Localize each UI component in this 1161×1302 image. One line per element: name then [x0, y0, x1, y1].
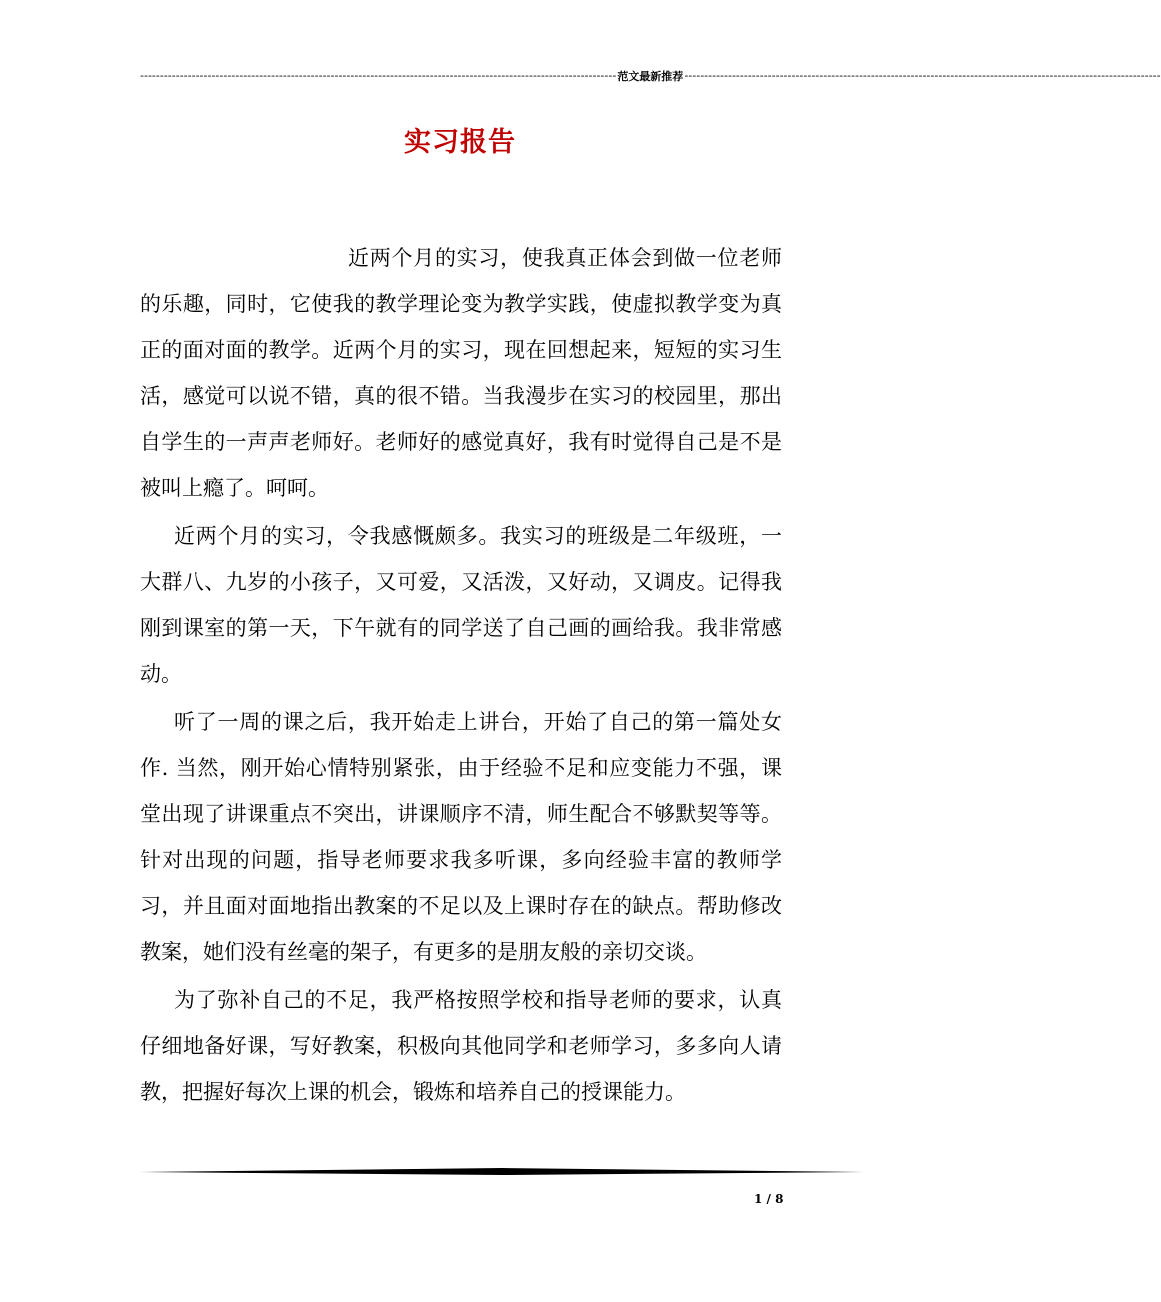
header-left-dashes: ------------------------------------------------------------------------------------------------------------------------ — [140, 69, 617, 82]
header-label: 范文最新推荐 — [617, 70, 684, 83]
document-title: 实习报告 — [404, 127, 516, 158]
footer-divider-line — [140, 1168, 864, 1175]
paragraph-2: 近两个月的实习，令我感慨颇多。我实习的班级是二年级班，一大群八、九岁的小孩子，又可爱，又活泼，又好动，又调皮。记得我刚到课室的第一天，下午就有的同学送了自己画的画给我。我非常感动。 — [140, 524, 782, 686]
footer-divider — [140, 1166, 864, 1176]
document-body — [140, 235, 782, 1117]
page-header — [140, 66, 1161, 86]
paragraph-4: 为了弥补自己的不足，我严格按照学校和指导老师的要求，认真仔细地备好课，写好教案，积极向其他同学和老师学习，多多向人请教，把握好每次上课的机会，锻炼和培养自己的授课能力。 — [140, 988, 782, 1104]
page-number: 1 / 8 — [754, 1192, 784, 1206]
paragraph-3: 听了一周的课之后，我开始走上讲台，开始了自己的第一篇处女作. 当然，刚开始心情特别紧张，由于经验不足和应变能力不强，课堂出现了讲课重点不突出，讲课顺序不清，师生配合不够默契等等。针对出现的问题，指导老师要求我多听课，多向经验丰富的教师学习，并且面对面地指出教案的不足以及上课时存在的缺点。帮助修改教案，她们没有丝毫的架子，有更多的是朋友般的亲切交谈。 — [140, 710, 782, 964]
paragraph-1: 近两个月的实习，使我真正体会到做一位老师的乐趣，同时，它使我的教学理论变为教学实践，使虚拟教学变为真正的面对面的教学。近两个月的实习，现在回想起来，短短的实习生活，感觉可以说不错，真的很不错。当我漫步在实习的校园里，那出自学生的一声声老师好。老师好的感觉真好，我有时觉得自己是不是被叫上瘾了。呵呵。 — [140, 246, 782, 500]
header-right-dashes: ------------------------------------------------------------------------------------------------------------------------ — [684, 69, 1161, 82]
